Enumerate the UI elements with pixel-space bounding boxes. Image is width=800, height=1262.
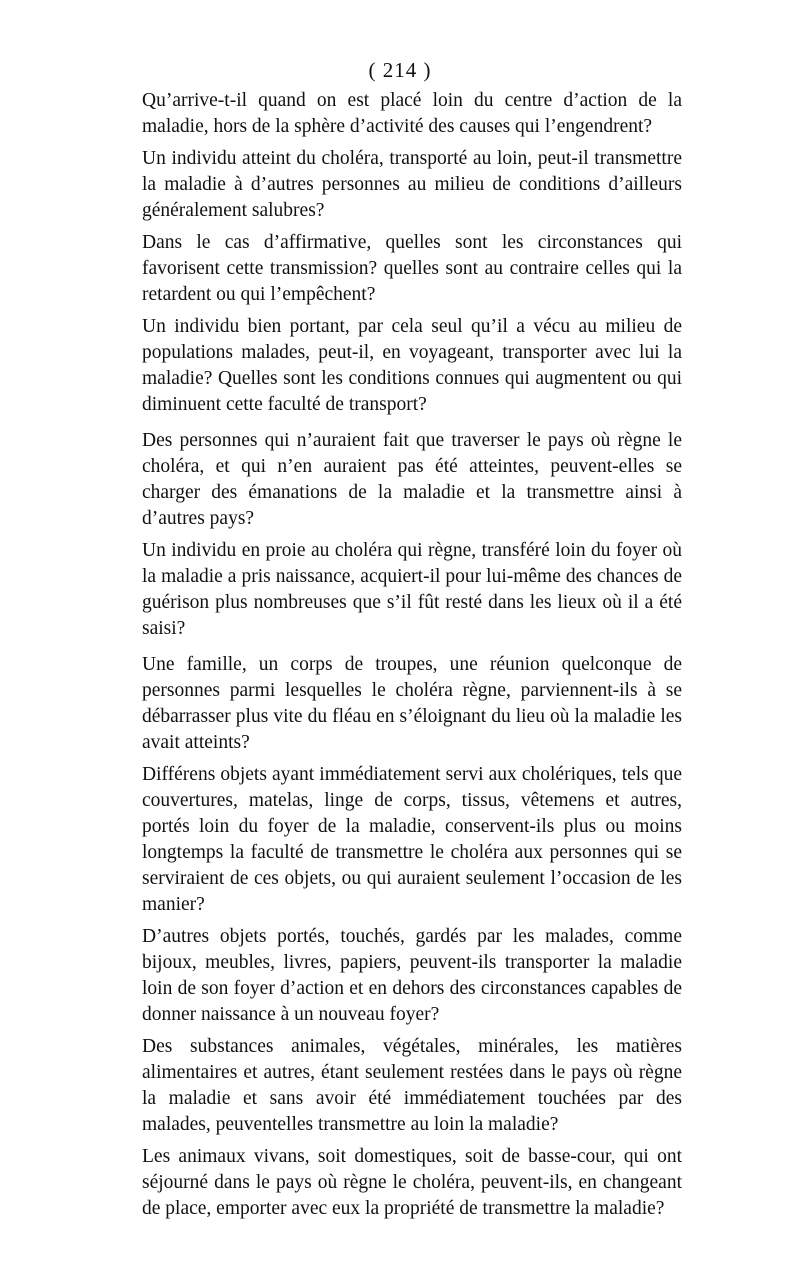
paragraph-10: Des substances animales, végétales, minérales, les matières alimentaires et autres, étant seulement restées dans le pays où règne la maladie et sans avoir été immédiatement touchées par des malades, peuventelles transmettre au loin la maladie? [142,1036,682,1135]
page-body [142,88,682,1228]
paragraph-3: Dans le cas d’affirmative, quelles sont les circonstances qui favorisent cette transmission? quelles sont au contraire celles qui la retardent ou qui l’empêchent? [142,232,682,305]
paragraph-6: Un individu en proie au choléra qui règne, transféré loin du foyer où la maladie a pris naissance, acquiert-il pour lui-même des chances de guérison plus nombreuses que s’il fût resté dans les lieux où il a été saisi? [142,540,682,639]
paragraph-5: Des personnes qui n’auraient fait que traverser le pays où règne le choléra, et qui n’en auraient pas été atteintes, peuvent-elles se charger des émanations de la maladie et la transmettre ainsi à d’autres pays? [142,430,682,529]
paragraph-2: Un individu atteint du choléra, transporté au loin, peut-il transmettre la maladie à d’autres personnes au milieu de conditions d’ailleurs généralement salubres? [142,148,682,221]
paragraph-4: Un individu bien portant, par cela seul qu’il a vécu au milieu de populations malades, peut-il, en voyageant, transporter avec lui la maladie? Quelles sont les conditions connues qui augmentent ou qui diminuent cette faculté de transport? [142,316,682,415]
paragraph-9: D’autres objets portés, touchés, gardés par les malades, comme bijoux, meubles, livres, papiers, peuvent-ils transporter la maladie loin de son foyer d’action et en dehors des circonstances capables de donner naissance à un nouveau foyer? [142,926,682,1025]
paragraph-11: Les animaux vivans, soit domestiques, soit de basse-cour, qui ont séjourné dans le pays où règne le choléra, peuvent-ils, en changeant de place, emporter avec eux la propriété de transmettre la maladie? [142,1146,682,1219]
page-number: ( 214 ) [368,58,432,82]
paragraph-7: Une famille, un corps de troupes, une réunion quelconque de personnes parmi lesquelles le choléra règne, parviennent-ils à se débarrasser plus vite du fléau en s’éloignant du lieu où la maladie les avait atteints? [142,654,682,753]
paragraph-8: Différens objets ayant immédiatement servi aux cholériques, tels que couvertures, matelas, linge de corps, tissus, vêtemens et autres, portés loin du foyer de la maladie, conservent-ils plus ou moins longtemps la faculté de transmettre le choléra aux personnes qui se serviraient de ces objets, ou qui auraient seulement l’occasion de les manier? [142,764,682,915]
paragraph-1: Qu’arrive-t-il quand on est placé loin du centre d’action de la maladie, hors de la sphère d’activité des causes qui l’engendrent? [142,90,682,137]
